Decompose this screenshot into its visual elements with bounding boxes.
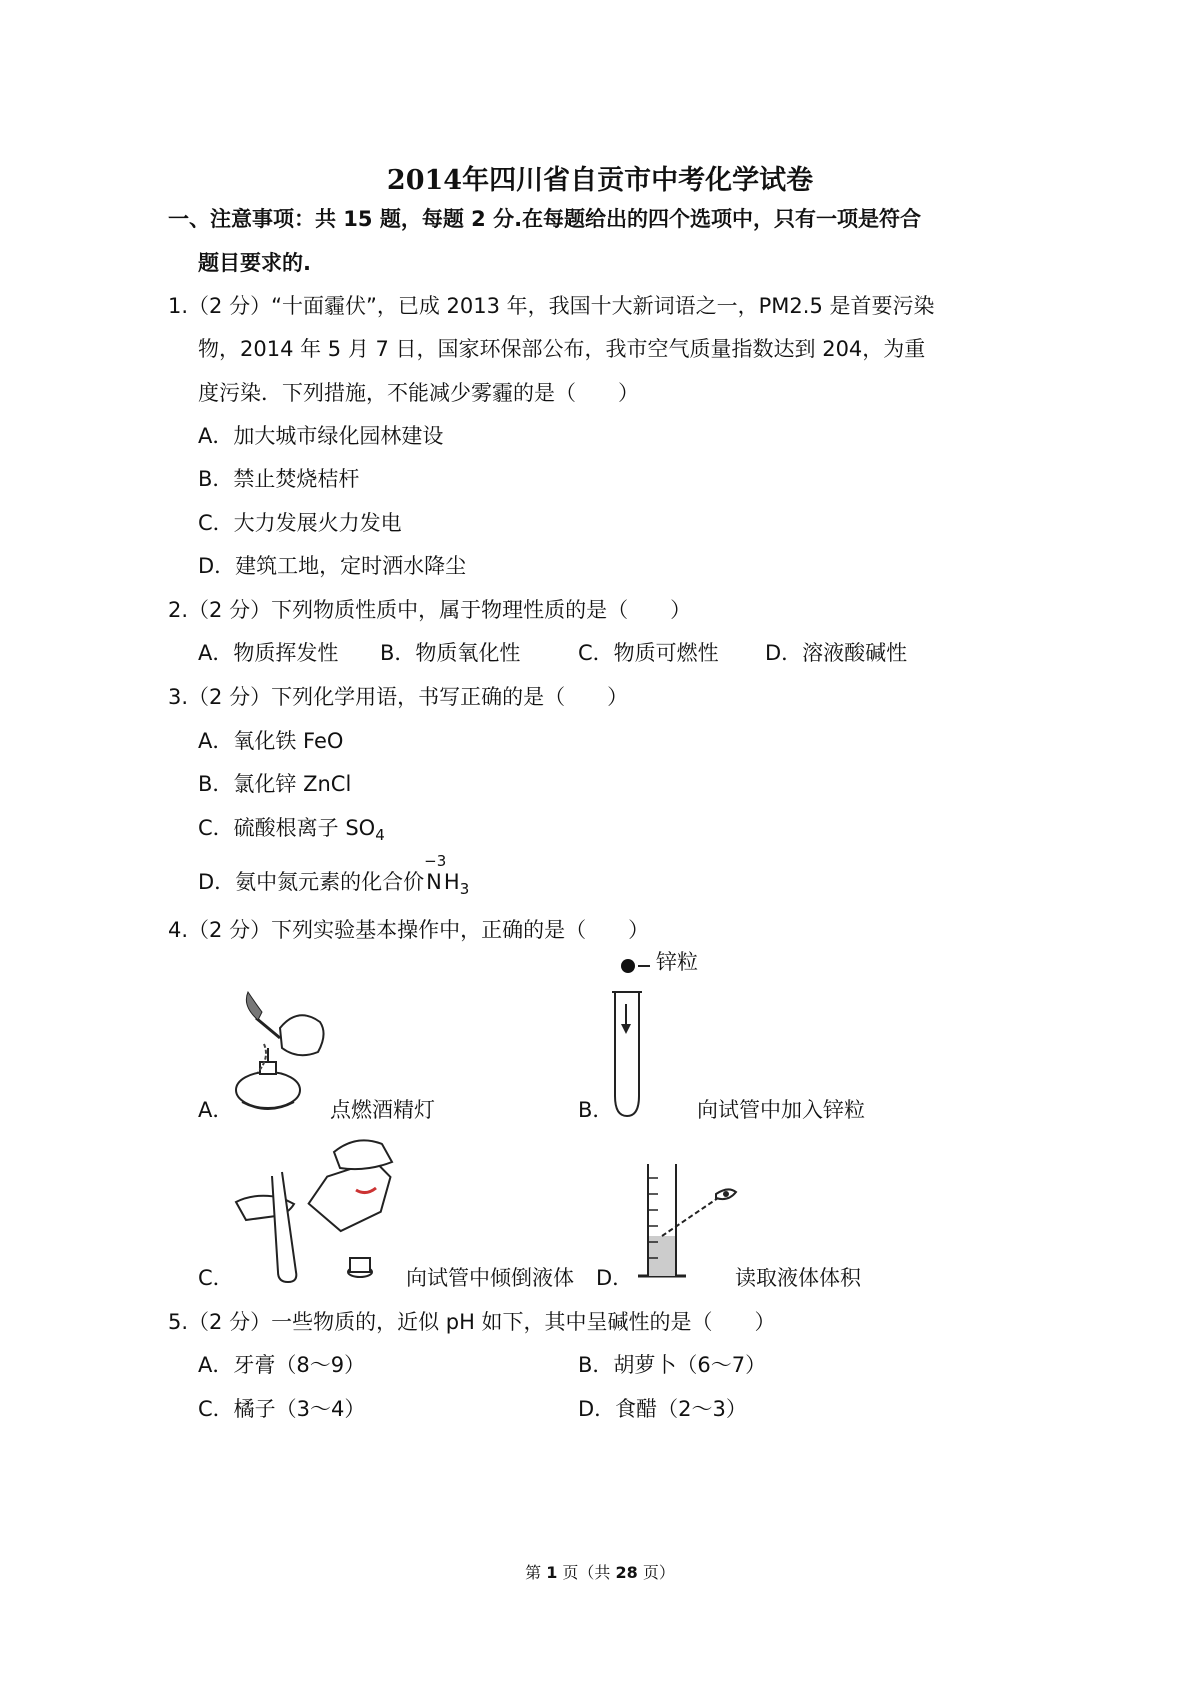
q4-option-c-letter: C．	[198, 1266, 234, 1290]
footer-total-pages: 28	[615, 1563, 638, 1582]
page-footer	[0, 1560, 1200, 1583]
zinc-granule-label: 锌粒	[656, 950, 698, 974]
q5-option-d: D．食醋（2～3）	[578, 1397, 747, 1421]
q3-valence-mark: −3	[424, 852, 447, 870]
q2-option-d: D．溶液酸碱性	[765, 641, 908, 665]
section-heading-line2: 题目要求的.	[198, 251, 311, 275]
q4-option-c-caption: 向试管中倾倒液体	[406, 1266, 574, 1290]
q4-option-b-letter: B．	[578, 1098, 614, 1122]
footer-prefix: 第	[525, 1563, 547, 1582]
alcohol-lamp-figure	[228, 998, 338, 1118]
q3-option-c-text: C．硫酸根离子 SO	[198, 816, 376, 840]
footer-suffix: 页）	[637, 1563, 675, 1582]
q5-option-c: C．橘子（3～4）	[198, 1397, 366, 1421]
footer-page-number: 1	[546, 1563, 558, 1582]
q3-option-c	[198, 812, 385, 844]
q3-hydrogen-subscript: 3	[459, 880, 470, 899]
q1-option-a: A．加大城市绿化园林建设	[198, 424, 444, 448]
q3-option-d	[198, 852, 470, 899]
page-title: 2014年四川省自贡市中考化学试卷	[386, 165, 814, 196]
q4-option-a-letter: A．	[198, 1098, 234, 1122]
measuring-cylinder-figure	[636, 1158, 746, 1284]
q1-stem-line1: 1.（2 分）“十面霾伏”，已成 2013 年，我国十大新词语之一，PM2.5 是首要污染	[168, 294, 935, 318]
q4-option-a-caption: 点燃酒精灯	[330, 1098, 435, 1122]
q3-hydrogen-symbol: H	[443, 870, 460, 894]
q1-option-b: B．禁止焚烧桔杆	[198, 467, 360, 491]
q2-option-a: A．物质挥发性	[198, 641, 339, 665]
q3-option-a: A．氧化铁 FeO	[198, 729, 344, 753]
q3-stem: 3.（2 分）下列化学用语，书写正确的是（ ）	[168, 685, 629, 709]
q4-option-d-caption: 读取液体体积	[735, 1266, 861, 1290]
q5-stem: 5.（2 分）一些物质的，近似 pH 如下，其中呈碱性的是（ ）	[168, 1310, 776, 1334]
section-heading-line1: 一、注意事项：共 15 题，每题 2 分.在每题给出的四个选项中，只有一项是符合	[168, 207, 922, 231]
q1-option-d: D．建筑工地，定时洒水降尘	[198, 554, 467, 578]
q3-option-c-subscript: 4	[375, 826, 385, 845]
q4-option-d-letter: D．	[596, 1266, 634, 1290]
q5-option-b: B．胡萝卜（6～7）	[578, 1353, 767, 1377]
q4-stem: 4.（2 分）下列实验基本操作中，正确的是（ ）	[168, 918, 650, 942]
q3-option-b: B．氯化锌 ZnCl	[198, 772, 352, 796]
q1-stem-line3: 度污染．下列措施，不能减少雾霾的是（ ）	[198, 381, 639, 405]
q2-option-c: C．物质可燃性	[578, 641, 719, 665]
q4-option-b-caption: 向试管中加入锌粒	[697, 1098, 865, 1122]
q2-option-b: B．物质氧化性	[380, 641, 521, 665]
q1-option-c: C．大力发展火力发电	[198, 511, 402, 535]
footer-middle: 页（共	[557, 1563, 616, 1582]
pouring-liquid-figure	[236, 1132, 396, 1287]
q3-nitrogen-symbol: N	[426, 870, 442, 894]
q2-stem: 2.（2 分）下列物质性质中，属于物理性质的是（ ）	[168, 598, 692, 622]
q5-option-a: A．牙膏（8～9）	[198, 1353, 366, 1377]
q3-option-d-text: D．氨中氮元素的化合价	[198, 870, 425, 894]
zinc-granule-icon	[621, 959, 635, 973]
q1-stem-line2: 物，2014 年 5 月 7 日，国家环保部公布，我市空气质量指数达到 204，为重	[198, 337, 926, 361]
